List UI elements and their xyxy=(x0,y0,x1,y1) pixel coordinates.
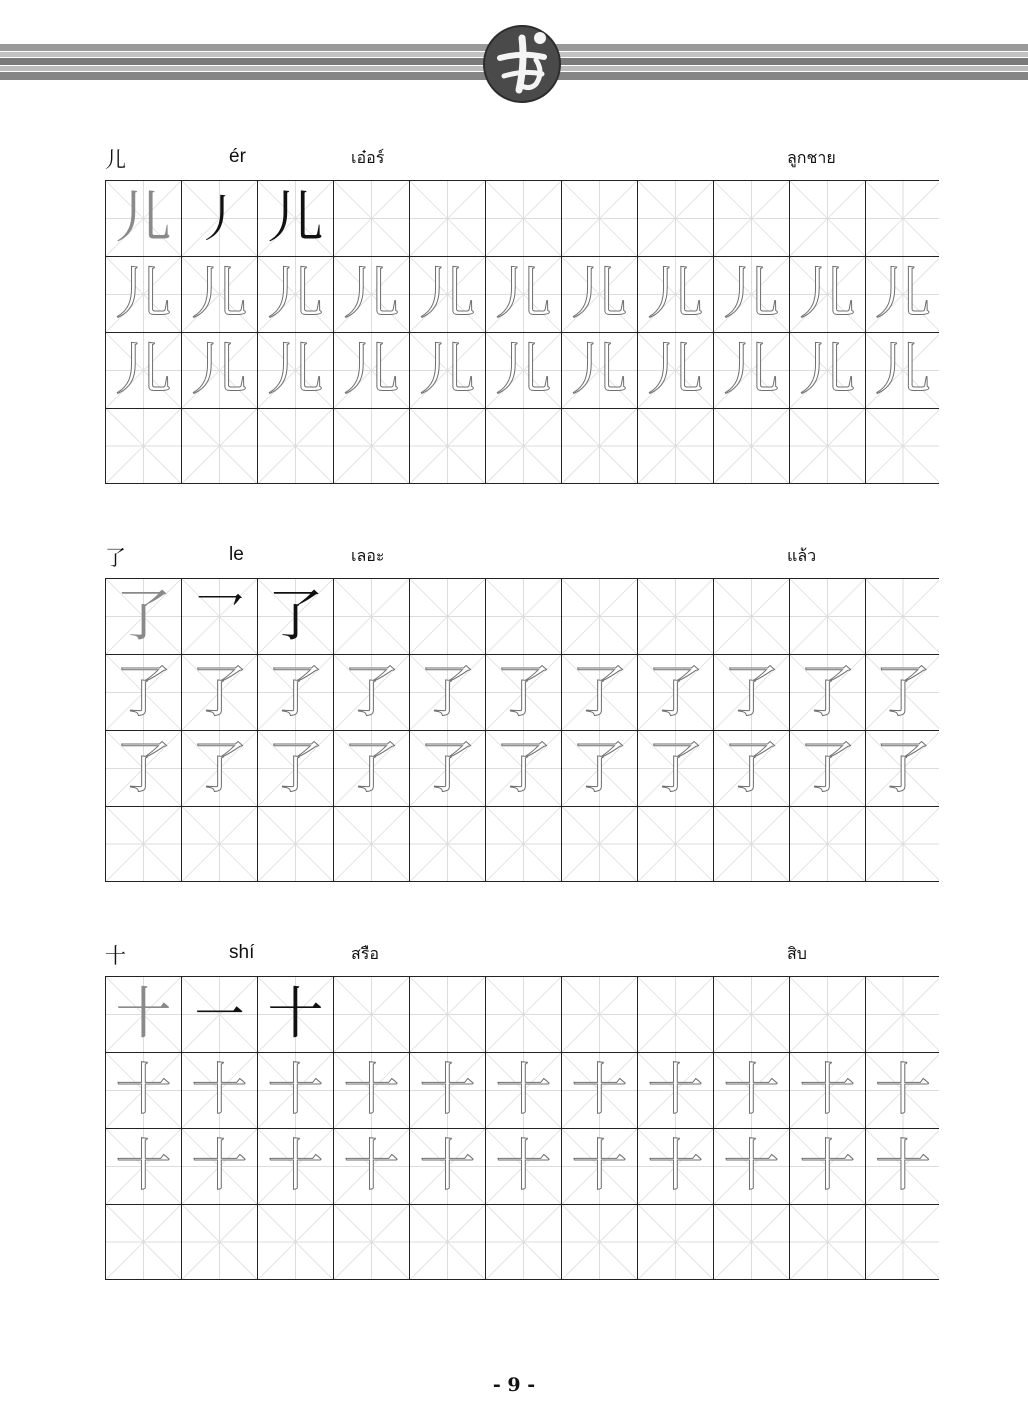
grid-cell[interactable] xyxy=(486,409,562,483)
grid-cell xyxy=(562,731,638,806)
grid-cell[interactable] xyxy=(486,181,562,256)
trace-character: 儿 xyxy=(799,261,856,327)
grid-row xyxy=(106,181,939,257)
grid-cell[interactable] xyxy=(638,579,714,654)
grid-row xyxy=(106,409,939,483)
grid-cell xyxy=(714,1129,790,1204)
trace-character: 儿 xyxy=(343,337,400,403)
grid-cell xyxy=(258,655,334,730)
grid-cell xyxy=(790,333,866,408)
trace-character: 儿 xyxy=(267,337,324,403)
grid-cell xyxy=(638,1129,714,1204)
grid-cell xyxy=(486,655,562,730)
grid-cell xyxy=(562,257,638,332)
stroke-order-step: 乛 xyxy=(194,587,245,646)
trace-character: 儿 xyxy=(419,261,476,327)
trace-character: 儿 xyxy=(723,261,780,327)
grid-cell[interactable] xyxy=(486,977,562,1052)
grid-cell[interactable] xyxy=(866,807,939,881)
grid-cell[interactable] xyxy=(182,1205,258,1279)
trace-character: 儿 xyxy=(115,337,172,403)
trace-character: 十 xyxy=(495,1133,552,1199)
trace-character: 十 xyxy=(115,1057,172,1123)
grid-cell[interactable] xyxy=(106,409,182,483)
grid-cell xyxy=(182,1129,258,1204)
grid-cell xyxy=(714,655,790,730)
character-section-le xyxy=(105,538,939,882)
grid-cell[interactable] xyxy=(866,181,939,256)
trace-character: 了 xyxy=(343,735,400,801)
grid-cell xyxy=(486,1129,562,1204)
trace-character: 儿 xyxy=(799,337,856,403)
trace-character: 十 xyxy=(343,1133,400,1199)
grid-row xyxy=(106,731,939,807)
trace-character: 十 xyxy=(875,1057,931,1123)
trace-character: 十 xyxy=(267,1133,324,1199)
page-number: - 9 - xyxy=(492,1374,536,1396)
grid-cell xyxy=(714,333,790,408)
trace-character: 了 xyxy=(495,735,552,801)
trace-character: 十 xyxy=(571,1057,628,1123)
grid-cell[interactable] xyxy=(562,977,638,1052)
trace-character: 儿 xyxy=(571,261,628,327)
grid-cell[interactable] xyxy=(638,181,714,256)
grid-cell xyxy=(106,1129,182,1204)
character-section-er xyxy=(105,140,939,484)
grid-cell[interactable] xyxy=(182,807,258,881)
grid-cell xyxy=(182,655,258,730)
grid-cell xyxy=(106,257,182,332)
grid-cell xyxy=(258,731,334,806)
grid-cell[interactable] xyxy=(486,579,562,654)
trace-character: 了 xyxy=(647,735,704,801)
grid-cell xyxy=(562,1053,638,1128)
grid-cell[interactable] xyxy=(258,409,334,483)
grid-cell[interactable] xyxy=(866,579,939,654)
grid-cell xyxy=(410,1129,486,1204)
trace-character: 了 xyxy=(115,659,172,725)
grid-cell xyxy=(106,655,182,730)
grid-cell xyxy=(638,1053,714,1128)
thai-meaning-label: แล้ว xyxy=(787,546,817,565)
calligraphy-logo-icon xyxy=(482,24,562,104)
hanzi-label: 儿 xyxy=(105,148,126,172)
grid-cell xyxy=(334,731,410,806)
trace-character: 十 xyxy=(267,1057,324,1123)
grid-cell xyxy=(258,579,334,654)
trace-character: 儿 xyxy=(495,337,552,403)
stroke-order-step: 儿 xyxy=(267,185,324,251)
grid-cell[interactable] xyxy=(562,181,638,256)
grid-cell xyxy=(258,1053,334,1128)
trace-character: 儿 xyxy=(647,337,704,403)
grid-cell[interactable] xyxy=(638,807,714,881)
pinyin-label: le xyxy=(229,544,244,565)
grid-cell xyxy=(410,1053,486,1128)
grid-cell xyxy=(714,731,790,806)
grid-cell[interactable] xyxy=(638,1205,714,1279)
grid-row xyxy=(106,1053,939,1129)
grid-cell xyxy=(410,655,486,730)
grid-cell[interactable] xyxy=(334,181,410,256)
trace-character: 了 xyxy=(723,659,780,725)
grid-cell[interactable] xyxy=(790,409,866,483)
grid-cell[interactable] xyxy=(562,579,638,654)
grid-cell[interactable] xyxy=(410,181,486,256)
trace-character: 十 xyxy=(419,1057,476,1123)
grid-cell[interactable] xyxy=(562,1205,638,1279)
trace-character: 十 xyxy=(875,1133,931,1199)
stroke-order-step: 十 xyxy=(267,981,324,1047)
grid-cell[interactable] xyxy=(486,1205,562,1279)
trace-character: 十 xyxy=(115,1133,172,1199)
grid-cell[interactable] xyxy=(714,807,790,881)
trace-character: 十 xyxy=(571,1133,628,1199)
grid-cell xyxy=(486,257,562,332)
trace-character: 了 xyxy=(191,659,248,725)
model-character: 了 xyxy=(115,583,172,649)
trace-character: 了 xyxy=(419,735,476,801)
grid-cell xyxy=(258,977,334,1052)
grid-cell xyxy=(866,1053,939,1128)
grid-row xyxy=(106,807,939,881)
trace-character: 了 xyxy=(571,735,628,801)
trace-character: 儿 xyxy=(495,261,552,327)
grid-row xyxy=(106,1205,939,1279)
trace-character: 了 xyxy=(267,659,324,725)
practice-grid xyxy=(105,180,939,484)
trace-character: 儿 xyxy=(343,261,400,327)
pinyin-label: shí xyxy=(229,942,255,963)
grid-cell xyxy=(182,1053,258,1128)
trace-character: 了 xyxy=(875,735,931,801)
grid-cell xyxy=(638,257,714,332)
grid-cell[interactable] xyxy=(790,579,866,654)
trace-character: 了 xyxy=(191,735,248,801)
grid-cell xyxy=(182,333,258,408)
pinyin-label: ér xyxy=(229,146,246,167)
grid-cell xyxy=(714,257,790,332)
stroke-order-step: 丿 xyxy=(194,189,245,248)
practice-grid xyxy=(105,578,939,882)
trace-character: 十 xyxy=(191,1133,248,1199)
grid-cell[interactable] xyxy=(562,807,638,881)
grid-cell[interactable] xyxy=(866,977,939,1052)
grid-cell[interactable] xyxy=(106,1205,182,1279)
trace-character: 了 xyxy=(723,735,780,801)
grid-cell xyxy=(258,181,334,256)
grid-cell xyxy=(410,257,486,332)
grid-cell xyxy=(106,333,182,408)
trace-character: 儿 xyxy=(267,261,324,327)
grid-cell[interactable] xyxy=(334,807,410,881)
grid-cell[interactable] xyxy=(638,977,714,1052)
grid-cell[interactable] xyxy=(866,1205,939,1279)
trace-character: 了 xyxy=(343,659,400,725)
trace-character: 十 xyxy=(495,1057,552,1123)
trace-character: 儿 xyxy=(875,261,931,327)
grid-cell[interactable] xyxy=(410,579,486,654)
grid-cell[interactable] xyxy=(334,977,410,1052)
thai-reading-label: สรือ xyxy=(351,944,379,963)
grid-cell[interactable] xyxy=(334,409,410,483)
grid-cell xyxy=(258,257,334,332)
grid-row xyxy=(106,257,939,333)
trace-character: 十 xyxy=(723,1133,780,1199)
grid-cell xyxy=(106,977,182,1052)
model-character: 十 xyxy=(115,981,172,1047)
trace-character: 了 xyxy=(875,659,931,725)
grid-cell xyxy=(790,655,866,730)
grid-cell[interactable] xyxy=(182,409,258,483)
grid-cell[interactable] xyxy=(334,1205,410,1279)
trace-character: 儿 xyxy=(191,261,248,327)
grid-cell[interactable] xyxy=(714,409,790,483)
grid-row xyxy=(106,655,939,731)
trace-character: 儿 xyxy=(647,261,704,327)
trace-character: 十 xyxy=(419,1133,476,1199)
trace-character: 儿 xyxy=(875,337,931,403)
grid-cell xyxy=(182,181,258,256)
grid-cell xyxy=(790,1129,866,1204)
trace-character: 十 xyxy=(799,1057,856,1123)
grid-cell[interactable] xyxy=(638,409,714,483)
grid-cell xyxy=(790,1053,866,1128)
trace-character: 了 xyxy=(571,659,628,725)
grid-cell xyxy=(106,731,182,806)
grid-cell xyxy=(182,977,258,1052)
trace-character: 儿 xyxy=(115,261,172,327)
grid-cell xyxy=(334,333,410,408)
grid-row xyxy=(106,977,939,1053)
grid-cell xyxy=(486,1053,562,1128)
hanzi-label: 了 xyxy=(105,546,126,570)
thai-reading-label: เลอะ xyxy=(351,546,385,565)
grid-cell xyxy=(258,1129,334,1204)
grid-cell xyxy=(866,1129,939,1204)
stroke-order-step: 一 xyxy=(194,985,245,1044)
grid-cell xyxy=(258,333,334,408)
grid-cell xyxy=(562,333,638,408)
thai-reading-label: เอ๋อร์ xyxy=(351,148,385,167)
grid-cell xyxy=(334,1053,410,1128)
grid-cell xyxy=(790,257,866,332)
grid-cell[interactable] xyxy=(410,1205,486,1279)
trace-character: 儿 xyxy=(571,337,628,403)
grid-cell[interactable] xyxy=(106,807,182,881)
grid-cell[interactable] xyxy=(258,1205,334,1279)
grid-cell[interactable] xyxy=(866,409,939,483)
grid-cell xyxy=(410,731,486,806)
trace-character: 儿 xyxy=(419,337,476,403)
grid-cell xyxy=(714,1053,790,1128)
trace-character: 了 xyxy=(267,735,324,801)
grid-cell xyxy=(562,1129,638,1204)
trace-character: 十 xyxy=(647,1133,704,1199)
grid-cell xyxy=(486,333,562,408)
trace-character: 十 xyxy=(343,1057,400,1123)
grid-cell[interactable] xyxy=(714,181,790,256)
trace-character: 十 xyxy=(723,1057,780,1123)
stroke-order-step: 了 xyxy=(267,583,324,649)
trace-character: 十 xyxy=(191,1057,248,1123)
trace-character: 了 xyxy=(419,659,476,725)
grid-row xyxy=(106,579,939,655)
grid-cell xyxy=(866,655,939,730)
grid-cell xyxy=(334,655,410,730)
grid-cell xyxy=(106,579,182,654)
grid-cell[interactable] xyxy=(486,807,562,881)
grid-cell xyxy=(638,731,714,806)
trace-character: 了 xyxy=(647,659,704,725)
grid-cell[interactable] xyxy=(410,807,486,881)
grid-cell[interactable] xyxy=(714,579,790,654)
grid-cell xyxy=(790,731,866,806)
grid-cell xyxy=(334,257,410,332)
trace-character: 了 xyxy=(799,735,856,801)
hanzi-label: 十 xyxy=(105,944,126,968)
grid-cell[interactable] xyxy=(714,977,790,1052)
grid-cell[interactable] xyxy=(790,1205,866,1279)
grid-cell[interactable] xyxy=(562,409,638,483)
grid-cell xyxy=(638,655,714,730)
grid-cell xyxy=(866,333,939,408)
grid-cell[interactable] xyxy=(410,409,486,483)
thai-meaning-label: ลูกชาย xyxy=(787,148,836,167)
grid-cell[interactable] xyxy=(258,807,334,881)
grid-row xyxy=(106,1129,939,1205)
grid-cell xyxy=(638,333,714,408)
trace-character: 了 xyxy=(115,735,172,801)
trace-character: 儿 xyxy=(723,337,780,403)
grid-cell[interactable] xyxy=(790,181,866,256)
practice-grid xyxy=(105,976,939,1280)
grid-cell xyxy=(866,731,939,806)
grid-cell[interactable] xyxy=(714,1205,790,1279)
grid-cell[interactable] xyxy=(790,977,866,1052)
character-section-shi xyxy=(105,936,939,1280)
grid-cell xyxy=(182,257,258,332)
grid-cell xyxy=(182,579,258,654)
grid-row xyxy=(106,333,939,409)
grid-cell xyxy=(106,1053,182,1128)
grid-cell[interactable] xyxy=(790,807,866,881)
thai-meaning-label: สิบ xyxy=(787,944,807,963)
trace-character: 了 xyxy=(495,659,552,725)
trace-character: 十 xyxy=(799,1133,856,1199)
grid-cell xyxy=(410,333,486,408)
grid-cell[interactable] xyxy=(410,977,486,1052)
grid-cell xyxy=(866,257,939,332)
grid-cell xyxy=(562,655,638,730)
grid-cell[interactable] xyxy=(334,579,410,654)
model-character: 儿 xyxy=(115,185,172,251)
trace-character: 了 xyxy=(799,659,856,725)
grid-cell xyxy=(334,1129,410,1204)
grid-cell xyxy=(486,731,562,806)
grid-cell xyxy=(106,181,182,256)
trace-character: 十 xyxy=(647,1057,704,1123)
grid-cell xyxy=(182,731,258,806)
trace-character: 儿 xyxy=(191,337,248,403)
